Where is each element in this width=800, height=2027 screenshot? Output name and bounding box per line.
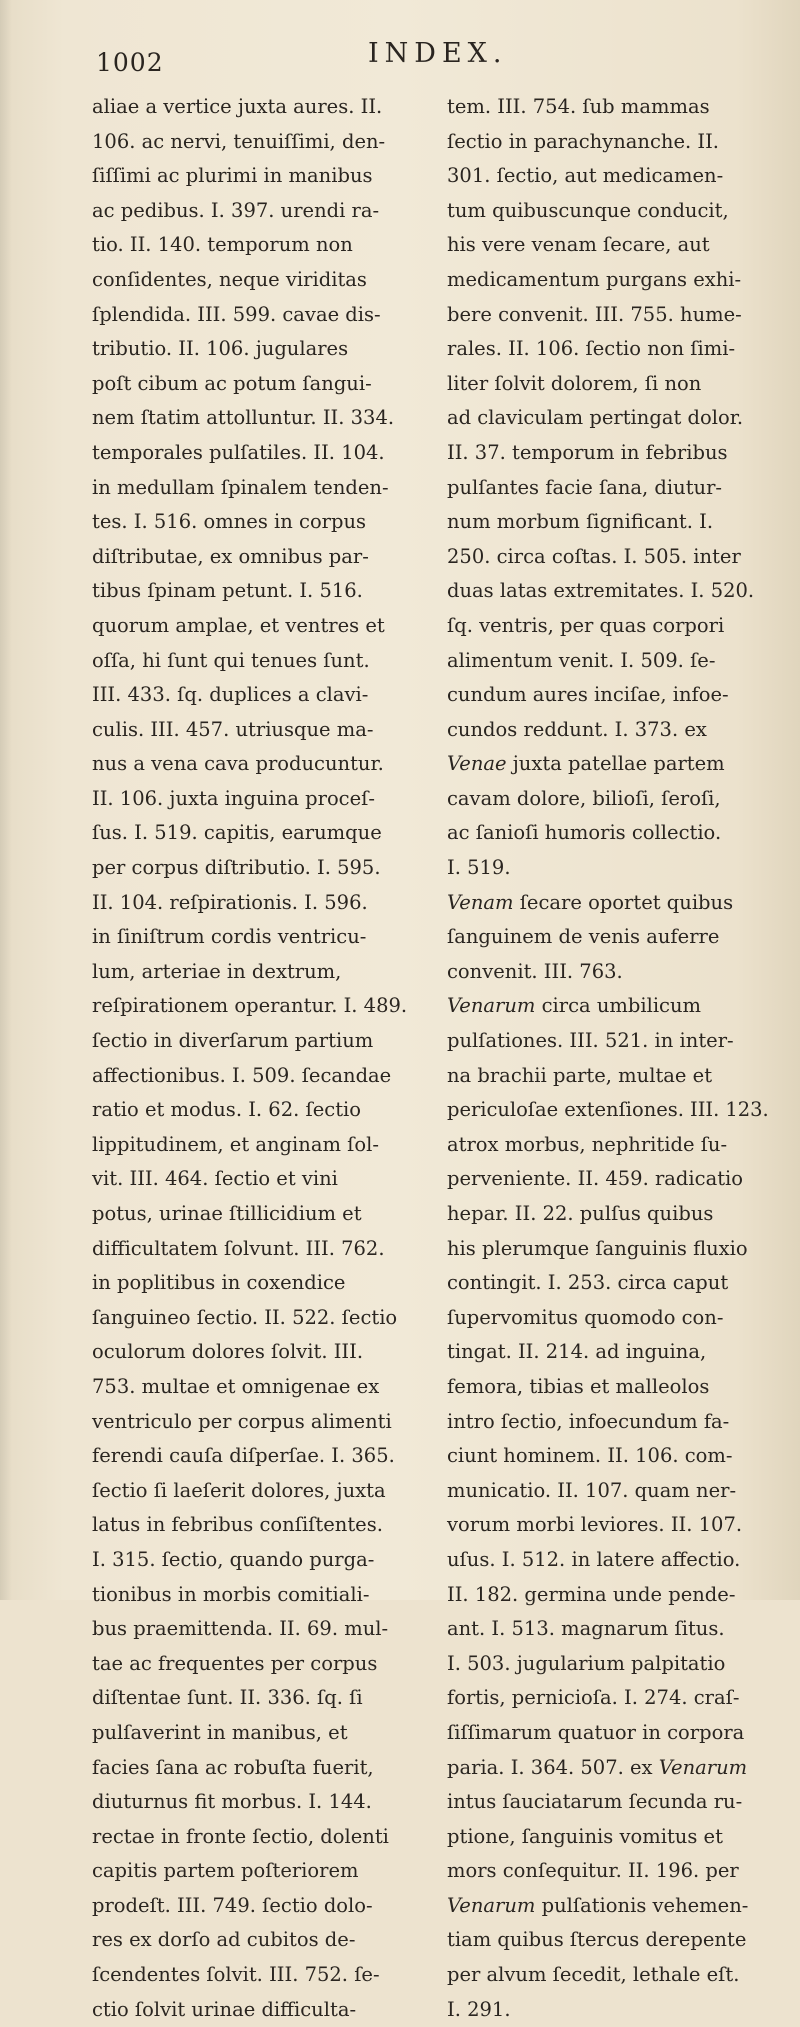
index-line: poſt cibum ac potum ſangui- bbox=[92, 371, 372, 395]
index-line bbox=[447, 678, 769, 713]
index-line bbox=[447, 1578, 769, 1613]
index-line bbox=[447, 644, 769, 679]
page-number: 1002 bbox=[96, 48, 164, 77]
index-line: ſus. I. 519. capitis, earumque bbox=[92, 821, 382, 845]
index-line bbox=[447, 90, 769, 125]
index-line-text: his vere venam ſecare, aut bbox=[447, 233, 710, 257]
index-headword: Venarum bbox=[447, 1893, 536, 1917]
index-line-text: I. 519. bbox=[447, 856, 511, 880]
index-line bbox=[447, 1439, 769, 1474]
index-line: ſplendida. III. 599. cavae dis- bbox=[92, 302, 381, 326]
index-line: 753. multae et omnigenae ex bbox=[92, 1374, 380, 1398]
index-line: in poplitibus in coxendice bbox=[92, 1271, 346, 1295]
index-line-text: I. 503. jugularium palpitatio bbox=[447, 1651, 726, 1675]
index-line bbox=[447, 574, 769, 609]
index-line bbox=[447, 955, 769, 990]
index-line bbox=[447, 1301, 769, 1336]
index-line: ac pedibus. I. 397. urendi ra- bbox=[92, 198, 380, 222]
index-line-text: perveniente. II. 459. radicatio bbox=[447, 1167, 744, 1191]
index-line-text: femora, tibias et malleolos bbox=[447, 1374, 710, 1398]
index-line-text: vorum morbi leviores. II. 107. bbox=[447, 1513, 743, 1537]
right-column bbox=[447, 90, 769, 2027]
index-line-text: bere convenit. III. 755. hume- bbox=[447, 302, 742, 326]
index-line: facies ſana ac robuſta fuerit, bbox=[92, 1755, 374, 1779]
index-line-text: num morbum ſignificant. I. bbox=[447, 510, 714, 534]
index-line bbox=[447, 989, 769, 1024]
index-line bbox=[447, 298, 769, 333]
index-line: lum, arteriae in dextrum, bbox=[92, 959, 342, 983]
index-line bbox=[447, 1059, 769, 1094]
index-line bbox=[447, 540, 769, 575]
index-line bbox=[447, 1681, 769, 1716]
index-line: oculorum dolores ſolvit. III. bbox=[92, 1340, 364, 1364]
index-line: ctio ſolvit urinae difficulta- bbox=[92, 1997, 357, 2021]
index-line bbox=[447, 1889, 769, 1924]
index-line: nem ſtatim attolluntur. II. 334. bbox=[92, 406, 395, 430]
index-line: tionibus in morbis comitiali- bbox=[92, 1582, 370, 1606]
index-line: res ex dorſo ad cubitos de- bbox=[92, 1928, 356, 1952]
index-line-text: cundos reddunt. I. 373. ex bbox=[447, 717, 707, 741]
index-line-text: ciunt hominem. II. 106. com- bbox=[447, 1444, 733, 1468]
index-line: diuturnus fit morbus. I. 144. bbox=[92, 1790, 372, 1814]
index-line-text: tingat. II. 214. ad inguina, bbox=[447, 1340, 707, 1364]
index-line bbox=[447, 1751, 769, 1786]
index-line: tes. I. 516. omnes in corpus bbox=[92, 510, 367, 534]
index-line: ſanguineo ſectio. II. 522. ſectio bbox=[92, 1305, 398, 1329]
index-line: III. 433. ſq. duplices a clavi- bbox=[92, 683, 369, 707]
index-line-text: II. 37. temporum in febribus bbox=[447, 440, 728, 464]
index-line: tio. II. 140. temporum non bbox=[92, 233, 353, 257]
index-headword: Venarum bbox=[447, 994, 536, 1018]
index-line-text: pulſantes facie ſana, diutur- bbox=[447, 475, 723, 499]
index-line-text: hepar. II. 22. pulſus quibus bbox=[447, 1202, 714, 1225]
index-line bbox=[447, 1024, 769, 1059]
index-line-text: convenit. III. 763. bbox=[447, 959, 623, 983]
index-line-text: mors conſequitur. II. 196. per bbox=[447, 1859, 739, 1883]
index-line-text: juxta patellae partem bbox=[506, 752, 725, 776]
index-line: difficultatem ſolvunt. III. 762. bbox=[92, 1236, 385, 1260]
index-line bbox=[447, 1266, 769, 1301]
index-line: tae ac frequentes per corpus bbox=[92, 1651, 378, 1675]
index-line bbox=[447, 401, 769, 436]
index-line-text: ac ſanioſi humoris collectio. bbox=[447, 821, 722, 845]
index-line: culis. III. 457. utriusque ma- bbox=[92, 717, 374, 741]
index-line-text: ant. I. 513. magnarum ſitus. bbox=[447, 1617, 725, 1641]
index-line bbox=[447, 332, 769, 367]
index-line: in ſiniſtrum cordis ventricu- bbox=[92, 925, 367, 949]
index-line-text: I. 291. bbox=[447, 1997, 511, 2021]
index-line bbox=[447, 1716, 769, 1751]
index-line bbox=[447, 1958, 769, 1993]
index-line-text: duas latas extremitates. I. 520. bbox=[447, 579, 755, 603]
index-line bbox=[447, 920, 769, 955]
index-line bbox=[447, 1335, 769, 1370]
index-line-text: ſupervomitus quomodo con- bbox=[447, 1305, 724, 1329]
index-line: in medullam ſpinalem tenden- bbox=[92, 475, 389, 499]
index-line: nus a vena cava producuntur. bbox=[92, 752, 384, 776]
index-line: temporales pulſatiles. II. 104. bbox=[92, 440, 385, 464]
index-line-text: ſiſſimarum quatuor in corpora bbox=[447, 1720, 745, 1744]
index-line bbox=[447, 609, 769, 644]
index-line-text: 250. circa coſtas. I. 505. inter bbox=[447, 544, 741, 568]
index-line bbox=[447, 1543, 769, 1578]
index-line: conſidentes, neque viriditas bbox=[92, 267, 367, 291]
index-line bbox=[447, 159, 769, 194]
index-line bbox=[447, 125, 769, 160]
index-line bbox=[447, 816, 769, 851]
index-line: bus praemittenda. II. 69. mul- bbox=[92, 1617, 389, 1641]
index-line: ſectio in diverſarum partium bbox=[92, 1029, 374, 1053]
index-line-text: ad claviculam pertingat dolor. bbox=[447, 406, 744, 430]
index-line-text: ſq. ventris, per quas corpori bbox=[447, 613, 725, 637]
index-line bbox=[447, 1785, 769, 1820]
index-line bbox=[447, 851, 769, 886]
index-line: diſtentae ſunt. II. 336. ſq. ſi bbox=[92, 1686, 363, 1710]
index-line-text: pulſationes. III. 521. in inter- bbox=[447, 1029, 734, 1053]
index-line-text: contingit. I. 253. circa caput bbox=[447, 1271, 729, 1295]
index-line bbox=[447, 1128, 769, 1163]
index-line-text: liter ſolvit dolorem, ſi non bbox=[447, 371, 702, 395]
index-line-text: uſus. I. 512. in latere affectio. bbox=[447, 1547, 741, 1571]
index-line: 106. ac nervi, tenuiſſimi, den- bbox=[92, 129, 386, 153]
index-line bbox=[447, 1474, 769, 1509]
index-line bbox=[447, 1370, 769, 1405]
index-line bbox=[447, 886, 769, 921]
index-line: I. 315. ſectio, quando purga- bbox=[92, 1547, 375, 1571]
index-line bbox=[447, 1820, 769, 1855]
index-line bbox=[447, 263, 769, 298]
index-line bbox=[447, 505, 769, 540]
index-line bbox=[447, 1993, 769, 2027]
index-line-text: fortis, pernicioſa. I. 274. craſ- bbox=[447, 1686, 740, 1710]
index-line-text: municatio. II. 107. quam ner- bbox=[447, 1478, 737, 1502]
index-headword: Venam bbox=[447, 890, 514, 914]
index-line bbox=[447, 194, 769, 229]
index-line: aliae a vertice juxta aures. II. bbox=[92, 95, 383, 118]
index-line-text: tum quibuscunque conducit, bbox=[447, 198, 729, 222]
index-line-text: pulſationis vehemen- bbox=[535, 1893, 749, 1917]
index-line: lippitudinem, et anginam ſol- bbox=[92, 1132, 379, 1156]
index-line-text: ptione, ſanguinis vomitus et bbox=[447, 1824, 723, 1848]
left-column bbox=[92, 90, 414, 2027]
index-line-text: his plerumque ſanguinis fluxio bbox=[447, 1236, 748, 1260]
index-line bbox=[447, 367, 769, 402]
index-line bbox=[447, 713, 769, 748]
index-line: diſtributae, ex omnibus par- bbox=[92, 544, 369, 568]
index-line bbox=[447, 1405, 769, 1440]
running-head: INDEX. bbox=[368, 38, 508, 69]
gutter-shadow bbox=[0, 0, 12, 1600]
index-line bbox=[447, 228, 769, 263]
index-line bbox=[447, 1232, 769, 1267]
index-line: ſcendentes ſolvit. III. 752. ſe- bbox=[92, 1963, 380, 1987]
index-line-text: na brachii parte, multae et bbox=[447, 1063, 713, 1087]
index-line: ſectio ſi laeſerit dolores, juxta bbox=[92, 1478, 386, 1502]
index-headword: Venarum bbox=[658, 1755, 748, 1779]
index-line: vit. III. 464. ſectio et vini bbox=[92, 1167, 338, 1191]
index-line-text: ſectio in parachynanche. II. bbox=[447, 129, 720, 153]
index-line bbox=[447, 747, 769, 782]
index-line-text: rales. II. 106. ſectio non ſimi- bbox=[447, 337, 736, 361]
index-line bbox=[447, 1197, 769, 1232]
index-line-text: ſecare oportet quibus bbox=[513, 890, 734, 914]
index-line bbox=[447, 782, 769, 817]
index-line bbox=[447, 1093, 769, 1128]
index-line: rectae in fronte ſectio, dolenti bbox=[92, 1824, 389, 1848]
index-line bbox=[447, 1162, 769, 1197]
index-line-text: atrox morbus, nephritide ſu- bbox=[447, 1132, 728, 1156]
index-line-text: circa umbilicum bbox=[535, 994, 702, 1018]
index-line bbox=[447, 1612, 769, 1647]
index-line-text: 301. ſectio, aut medicamen- bbox=[447, 164, 724, 188]
index-line-text: paria. I. 364. 507. ex bbox=[447, 1755, 659, 1779]
index-line: per corpus diſtributio. I. 595. bbox=[92, 856, 381, 880]
index-line-text: medicamentum purgans exhi- bbox=[447, 267, 742, 291]
index-line-text: per alvum ſecedit, lethale eſt. bbox=[447, 1963, 740, 1987]
index-line bbox=[447, 1647, 769, 1682]
index-line: ratio et modus. I. 62. ſectio bbox=[92, 1098, 362, 1122]
index-line-text: tem. III. 754. ſub mammas bbox=[447, 95, 710, 118]
index-line: latus in febribus conſiſtentes. bbox=[92, 1513, 383, 1537]
index-line: ventriculo per corpus alimenti bbox=[92, 1409, 392, 1433]
index-line-text: II. 182. germina unde pende- bbox=[447, 1582, 736, 1606]
index-line-text: alimentum venit. I. 509. ſe- bbox=[447, 648, 716, 672]
index-line: oſſa, hi ſunt qui tenues ſunt. bbox=[92, 648, 370, 672]
index-line: reſpirationem operantur. I. 489. bbox=[92, 994, 408, 1018]
index-line-text: intus ſauciatarum ſecunda ru- bbox=[447, 1790, 743, 1814]
index-line-text: intro ſectio, infoecundum fa- bbox=[447, 1409, 730, 1433]
index-line: affectionibus. I. 509. ſecandae bbox=[92, 1063, 392, 1087]
index-line: ſiſſimi ac plurimi in manibus bbox=[92, 164, 373, 188]
index-line bbox=[447, 436, 769, 471]
index-line-text: tiam quibus ſtercus derepente bbox=[447, 1928, 747, 1952]
index-line: quorum amplae, et ventres et bbox=[92, 613, 385, 637]
index-line: capitis partem poſteriorem bbox=[92, 1859, 359, 1883]
index-line-text: ſanguinem de venis auferre bbox=[447, 925, 720, 949]
index-line-text: cundum aures inciſae, infoe- bbox=[447, 683, 729, 707]
index-line bbox=[447, 1923, 769, 1958]
index-line: tibus ſpinam petunt. I. 516. bbox=[92, 579, 363, 603]
index-line bbox=[447, 1508, 769, 1543]
index-line: potus, urinae ſtillicidium et bbox=[92, 1202, 362, 1225]
index-line-text: cavam dolore, bilioſi, ſeroſi, bbox=[447, 786, 721, 810]
index-line bbox=[447, 1854, 769, 1889]
index-line: II. 104. reſpirationis. I. 596. bbox=[92, 890, 368, 914]
index-headword: Venae bbox=[447, 752, 507, 776]
index-line: ferendi cauſa diſperſae. I. 365. bbox=[92, 1444, 395, 1468]
index-line: pulſaverint in manibus, et bbox=[92, 1720, 348, 1744]
index-line: II. 106. juxta inguina proceſ- bbox=[92, 786, 375, 810]
index-line: tributio. II. 106. jugulares bbox=[92, 337, 349, 361]
index-line-text: periculoſae extenſiones. III. 123. bbox=[447, 1098, 769, 1122]
index-line: prodeſt. III. 749. ſectio dolo- bbox=[92, 1893, 373, 1917]
index-line bbox=[447, 471, 769, 506]
